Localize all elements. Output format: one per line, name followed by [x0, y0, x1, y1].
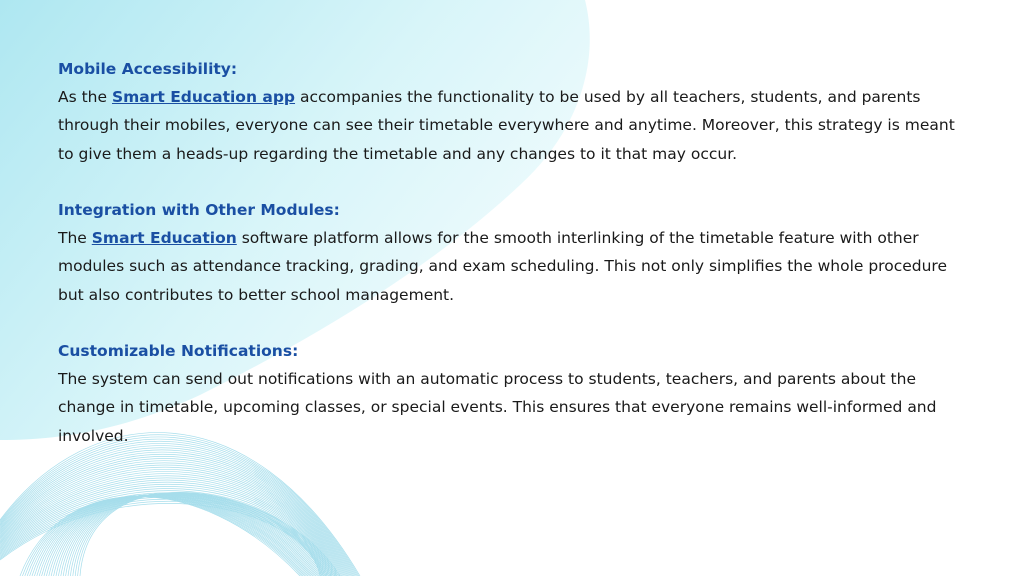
- wave-line: [0, 495, 325, 576]
- section-paragraph: The system can send out notifications with an automatic process to students, teachers, and parents about the change in timetable, upcoming classes, or special events. This ensures that everyone remains well-informed and involved.: [58, 370, 937, 445]
- paragraph-text: software platform allows for the smooth interlinking of the timetable feature with other modules such as attendance tracking, grading, and exam scheduling. This not only simplifies the whole procedure but also contributes to better school management.: [58, 229, 947, 304]
- section-heading: Customizable Notifications:: [58, 342, 299, 360]
- section-paragraph: [58, 224, 958, 309]
- paragraph-text: As the: [58, 88, 112, 107]
- smart-education-app-link[interactable]: Smart Education app: [111, 88, 296, 107]
- section-mobile-accessibility: [58, 55, 958, 168]
- section-integration-modules: [58, 196, 958, 309]
- paragraph-text: The: [58, 229, 92, 248]
- section-heading: Mobile Accessibility:: [58, 60, 238, 78]
- wave-line: [32, 496, 308, 576]
- content-area: [58, 55, 958, 478]
- paragraph-text: accompanies the functionality to be used by all teachers, students, and parents through their mobiles, everyone can see their timetable everywhere and anytime. Moreover, this strategy is meant to give them a heads-up regarding the timetable and any changes to it that may occur.: [58, 88, 955, 163]
- section-heading: Integration with Other Modules:: [58, 201, 340, 219]
- section-customizable-notifications: [58, 337, 958, 450]
- smart-education-link[interactable]: Smart Education: [91, 229, 237, 248]
- section-paragraph: [58, 83, 958, 168]
